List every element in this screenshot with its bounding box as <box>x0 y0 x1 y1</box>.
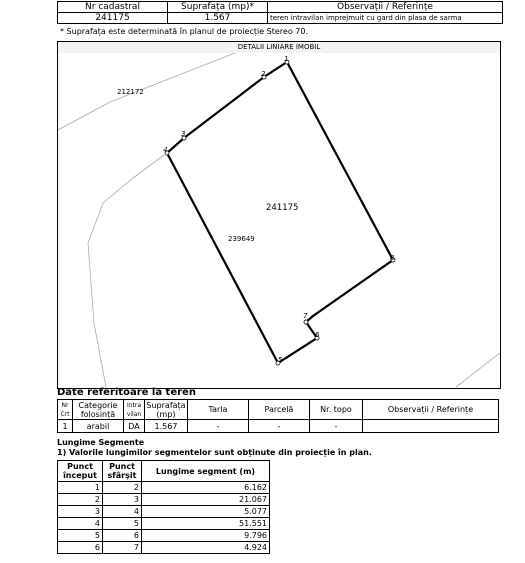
cell-parcela: - <box>249 420 310 433</box>
vertex-7 <box>304 320 308 324</box>
header-nr-topo: Nr. topo <box>310 400 363 420</box>
segment-start: 1 <box>58 482 103 494</box>
segment-end: 3 <box>103 494 142 506</box>
cell-observatii-ref <box>363 420 499 433</box>
cell-nr-cadastral: 241175 <box>58 13 168 24</box>
segment-end: 2 <box>103 482 142 494</box>
header-punct-sfarsit: Punct sfârșit <box>103 461 142 482</box>
plan-title: DETALII LINIARE IMOBIL <box>57 41 501 54</box>
segment-start: 2 <box>58 494 103 506</box>
segment-length: 51.551 <box>142 518 270 530</box>
table-row <box>58 494 270 506</box>
segment-start: 3 <box>58 506 103 518</box>
projection-note: * Suprafața este determinată în planul de proiecție Stereo 70. <box>60 27 309 36</box>
header-nr-cadastral: Nr cadastral <box>58 2 168 13</box>
segment-end: 4 <box>103 506 142 518</box>
table-row <box>58 518 270 530</box>
segment-length: 21.067 <box>142 494 270 506</box>
segment-length: 6.162 <box>142 482 270 494</box>
header-intravilan: Intra vilan <box>124 400 145 420</box>
segment-end: 6 <box>103 530 142 542</box>
segment-start: 5 <box>58 530 103 542</box>
header-categorie: Categorie folosință <box>73 400 124 420</box>
cell-categorie: arabil <box>73 420 124 433</box>
segment-start: 4 <box>58 518 103 530</box>
cell-intravilan: DA <box>124 420 145 433</box>
header-tarla: Tarla <box>188 400 249 420</box>
neighbor-label-212172: 212172 <box>117 88 144 96</box>
parcel-number-label: 241175 <box>266 203 299 213</box>
segment-length: 5.077 <box>142 506 270 518</box>
point-label-3: 3 <box>181 130 186 138</box>
header-suprafata: Suprafața (mp)* <box>168 2 268 13</box>
segment-length: 4.924 <box>142 542 270 554</box>
table-row <box>58 530 270 542</box>
land-data-table <box>57 399 499 433</box>
segments-subtitle: 1) Valorile lungimilor segmentelor sunt obținute din proiecție în plan. <box>57 448 372 457</box>
segments-title: Lungime Segmente <box>57 438 145 447</box>
cell-observatii: teren intravilan imprejmuit cu gard din plasa de sarma <box>268 13 503 24</box>
table-row <box>58 482 270 494</box>
header-punct-inceput: Punct început <box>58 461 103 482</box>
cell-tarla: - <box>188 420 249 433</box>
header-observatii-ref: Observații / Referințe <box>363 400 499 420</box>
point-label-7: 7 <box>303 312 308 320</box>
land-data-title: Date referitoare la teren <box>57 387 196 398</box>
table-row <box>58 542 270 554</box>
neighbor-label-239649: 239649 <box>228 235 255 243</box>
segments-table <box>57 460 270 554</box>
point-label-5: 5 <box>278 356 283 364</box>
point-label-8: 8 <box>390 254 395 262</box>
cell-nr-topo: - <box>310 420 363 433</box>
plan-drawing <box>58 53 500 388</box>
cadastral-summary-table <box>57 1 503 24</box>
point-label-4: 4 <box>163 146 168 154</box>
neighbor-edge <box>456 353 500 387</box>
segment-length: 9.796 <box>142 530 270 542</box>
point-label-6: 6 <box>315 331 320 339</box>
point-label-2: 2 <box>261 70 266 78</box>
header-nr-crt: Nr Crt <box>58 400 73 420</box>
parcel-plan <box>57 53 501 389</box>
table-row <box>58 506 270 518</box>
header-suprafata-mp: Suprafața (mp) <box>146 400 186 419</box>
segment-end: 7 <box>103 542 142 554</box>
header-observatii: Observații / Referințe <box>268 2 503 13</box>
cell-suprafata-ref: 1.567 <box>145 420 188 433</box>
header-parcela: Parcelă <box>249 400 310 420</box>
point-label-1: 1 <box>284 55 289 63</box>
background-lines <box>58 53 500 387</box>
road-edge-lower <box>88 155 164 387</box>
segment-end: 5 <box>103 518 142 530</box>
header-lungime-segment: Lungime segment (m) <box>142 461 270 482</box>
cell-suprafata: 1.567 <box>168 13 268 24</box>
segment-start: 6 <box>58 542 103 554</box>
cell-nr-crt: 1 <box>58 420 73 433</box>
